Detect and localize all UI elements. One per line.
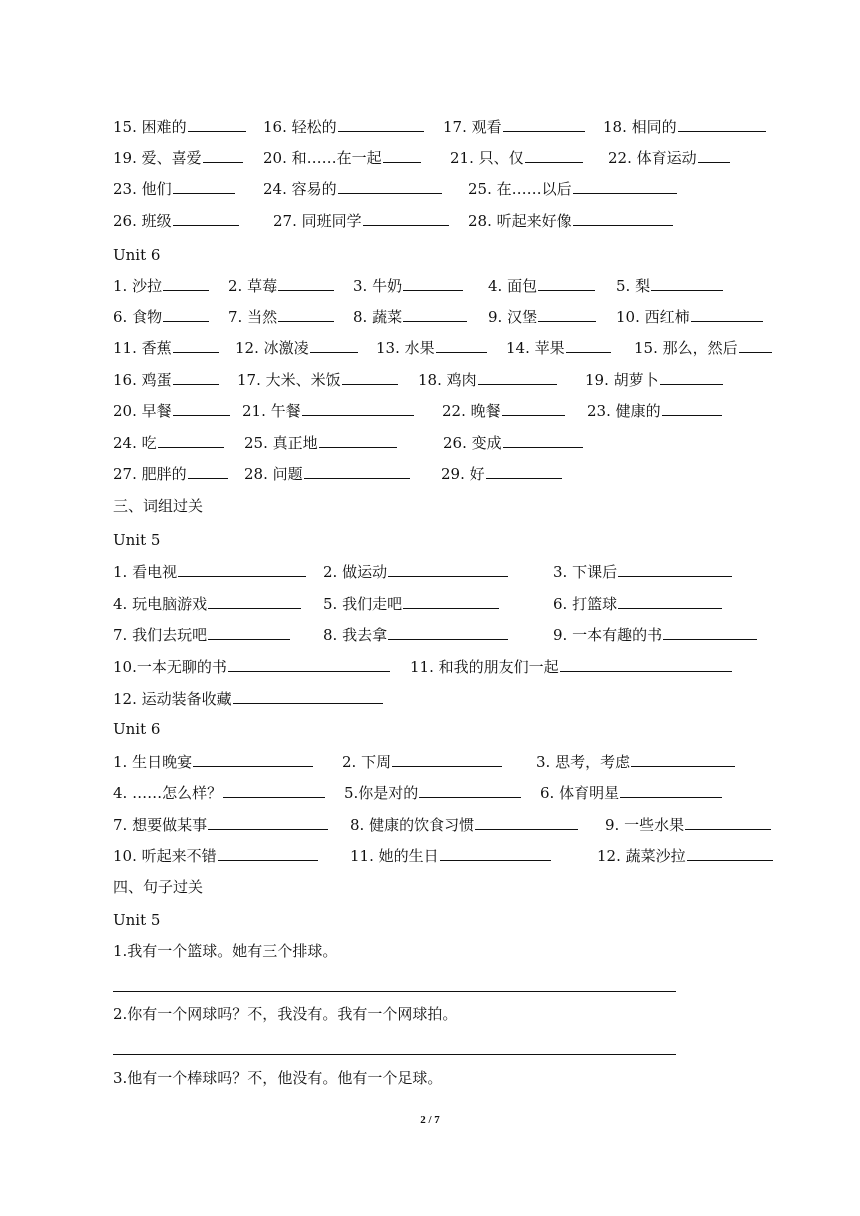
vocab-u5-label: 27. 同班同学 bbox=[273, 212, 362, 230]
phrases-u5-label: 10.一本无聊的书 bbox=[113, 658, 227, 676]
answer-blank[interactable] bbox=[573, 178, 677, 194]
vocab-u5-label: 20. 和……在一起 bbox=[263, 149, 382, 167]
vocab-u5-item bbox=[113, 178, 235, 199]
answer-blank[interactable] bbox=[228, 656, 390, 672]
phrases-u5-item bbox=[113, 656, 390, 677]
vocab-u6-item bbox=[616, 275, 723, 296]
vocab-u6-label: 4. 面包 bbox=[488, 277, 538, 295]
answer-blank[interactable] bbox=[419, 782, 521, 798]
vocab-u5-item bbox=[273, 210, 449, 231]
vocab-u6-label: 12. 冰激凌 bbox=[235, 339, 309, 357]
phrases-u5-label: 4. 玩电脑游戏 bbox=[113, 595, 208, 613]
phrases-u5-item bbox=[323, 593, 499, 614]
vocab-u5-label: 16. 轻松的 bbox=[263, 118, 337, 136]
answer-blank[interactable] bbox=[278, 275, 334, 291]
answer-blank[interactable] bbox=[338, 116, 424, 132]
answer-blank[interactable] bbox=[208, 624, 290, 640]
phrases-u6-label: 3. 思考，考虑 bbox=[536, 753, 631, 771]
answer-blank[interactable] bbox=[620, 782, 722, 798]
vocab-u6-item bbox=[585, 369, 723, 390]
answer-blank[interactable] bbox=[687, 845, 773, 861]
answer-blank[interactable] bbox=[388, 561, 508, 577]
answer-blank[interactable] bbox=[178, 561, 306, 577]
answer-blank[interactable] bbox=[678, 116, 766, 132]
phrases-u6-label: 5.你是对的 bbox=[344, 784, 419, 802]
answer-blank[interactable] bbox=[188, 463, 228, 479]
vocab-u6-label: 22. 晚餐 bbox=[442, 402, 501, 420]
answer-blank[interactable] bbox=[173, 369, 219, 385]
phrases-u5-label: 3. 下课后 bbox=[553, 563, 618, 581]
vocab-u6-item bbox=[441, 463, 562, 484]
vocab-u6-label: 21. 午餐 bbox=[242, 402, 301, 420]
answer-blank[interactable] bbox=[475, 814, 578, 830]
answer-blank[interactable] bbox=[560, 656, 732, 672]
vocab-u6-label: 13. 水果 bbox=[376, 339, 435, 357]
phrases-u6-label: 10. 听起来不错 bbox=[113, 847, 217, 865]
vocab-u6-label: 5. 梨 bbox=[616, 277, 651, 295]
vocab-u5-label: 15. 困难的 bbox=[113, 118, 187, 136]
answer-blank[interactable] bbox=[618, 561, 732, 577]
section-3-title: 三、词组过关 bbox=[113, 497, 204, 515]
phrases-u5-item bbox=[113, 624, 290, 645]
phrases-u6-label: 4. ……怎么样？ bbox=[113, 784, 223, 802]
answer-blank[interactable] bbox=[163, 275, 209, 291]
answer-blank[interactable] bbox=[663, 624, 757, 640]
phrases-u5-item bbox=[410, 656, 732, 677]
phrases-u5-item bbox=[113, 593, 301, 614]
phrases-u6-label: 1. 生日晚宴 bbox=[113, 753, 193, 771]
vocab-u6-item bbox=[634, 337, 772, 358]
vocab-u6-item bbox=[376, 337, 487, 358]
answer-blank[interactable] bbox=[218, 845, 318, 861]
answer-blank[interactable] bbox=[233, 688, 383, 704]
vocab-u5-item bbox=[113, 116, 246, 137]
vocab-u6-item bbox=[442, 400, 565, 421]
vocab-u5-item bbox=[468, 178, 677, 199]
phrases-u5-label: 6. 打篮球 bbox=[553, 595, 618, 613]
answer-blank[interactable] bbox=[388, 624, 508, 640]
vocab-u6-label: 6. 食物 bbox=[113, 308, 163, 326]
unit-5-label: Unit 5 bbox=[113, 531, 161, 549]
phrases-u5-item bbox=[323, 624, 508, 645]
vocab-u6-label: 17. 大米、米饭 bbox=[237, 371, 341, 389]
vocab-u6-label: 7. 当然 bbox=[228, 308, 278, 326]
answer-blank[interactable] bbox=[163, 306, 209, 322]
answer-blank[interactable] bbox=[440, 845, 551, 861]
answer-line-2[interactable] bbox=[113, 1054, 676, 1055]
answer-blank[interactable] bbox=[685, 814, 771, 830]
vocab-u6-label: 24. 吃 bbox=[113, 434, 157, 452]
answer-blank[interactable] bbox=[278, 306, 334, 322]
phrases-u5-item bbox=[553, 561, 732, 582]
answer-blank[interactable] bbox=[403, 306, 467, 322]
phrases-u5-label: 2. 做运动 bbox=[323, 563, 388, 581]
vocab-u6-item bbox=[244, 432, 397, 453]
phrases-u6-label: 7. 想要做某事 bbox=[113, 816, 208, 834]
vocab-u6-label: 8. 蔬菜 bbox=[353, 308, 403, 326]
vocab-u6-item bbox=[113, 369, 219, 390]
phrases-u6-item bbox=[344, 782, 521, 803]
answer-blank[interactable] bbox=[173, 210, 239, 226]
answer-blank[interactable] bbox=[691, 306, 763, 322]
vocab-u6-item bbox=[235, 337, 358, 358]
answer-blank[interactable] bbox=[739, 337, 772, 353]
answer-blank[interactable] bbox=[383, 147, 421, 163]
answer-blank[interactable] bbox=[392, 751, 502, 767]
answer-blank[interactable] bbox=[208, 814, 328, 830]
vocab-u6-item bbox=[616, 306, 763, 327]
phrases-u5-item bbox=[553, 624, 757, 645]
page-number: 2 / 7 bbox=[420, 1114, 440, 1126]
vocab-u6-item bbox=[353, 275, 463, 296]
phrases-u6-item bbox=[350, 845, 551, 866]
phrases-u6-item bbox=[113, 814, 328, 835]
answer-blank[interactable] bbox=[173, 400, 230, 416]
vocab-u6-label: 23. 健康的 bbox=[587, 402, 661, 420]
vocab-u6-label: 26. 变成 bbox=[443, 434, 502, 452]
vocab-u5-label: 18. 相同的 bbox=[603, 118, 677, 136]
answer-blank[interactable] bbox=[304, 463, 410, 479]
vocab-u5-label: 19. 爱、喜爱 bbox=[113, 149, 202, 167]
answer-blank[interactable] bbox=[538, 306, 596, 322]
vocab-u6-label: 11. 香蕉 bbox=[113, 339, 172, 357]
vocab-u6-label: 20. 早餐 bbox=[113, 402, 172, 420]
phrases-u6-item bbox=[350, 814, 578, 835]
vocab-u6-item bbox=[113, 432, 224, 453]
phrases-u6-label: 9. 一些水果 bbox=[605, 816, 685, 834]
vocab-u5-label: 24. 容易的 bbox=[263, 180, 337, 198]
vocab-u6-label: 28. 问题 bbox=[244, 465, 303, 483]
vocab-u5-item bbox=[443, 116, 585, 137]
vocab-u5-item bbox=[608, 147, 730, 168]
vocab-u5-item bbox=[603, 116, 766, 137]
vocab-u6-item bbox=[353, 306, 467, 327]
vocab-u6-label: 10. 西红柿 bbox=[616, 308, 690, 326]
vocab-u6-item bbox=[228, 306, 334, 327]
vocab-u6-label: 15. 那么，然后 bbox=[634, 339, 738, 357]
vocab-u6-label: 29. 好 bbox=[441, 465, 485, 483]
answer-blank[interactable] bbox=[223, 782, 325, 798]
vocab-u5-label: 21. 只、仅 bbox=[450, 149, 524, 167]
answer-blank[interactable] bbox=[436, 337, 487, 353]
phrases-u5-item bbox=[113, 561, 306, 582]
answer-blank[interactable] bbox=[502, 400, 565, 416]
answer-blank[interactable] bbox=[208, 593, 301, 609]
answer-blank[interactable] bbox=[503, 432, 583, 448]
phrases-u5-label: 7. 我们去玩吧 bbox=[113, 626, 208, 644]
answer-blank[interactable] bbox=[319, 432, 397, 448]
vocab-u6-label: 27. 肥胖的 bbox=[113, 465, 187, 483]
vocab-u6-item bbox=[244, 463, 410, 484]
unit-6-phrases-label: Unit 6 bbox=[113, 720, 161, 738]
vocab-u6-label: 18. 鸡肉 bbox=[418, 371, 477, 389]
vocab-u5-item bbox=[263, 178, 442, 199]
phrases-u6-label: 12. 蔬菜沙拉 bbox=[597, 847, 686, 865]
answer-blank[interactable] bbox=[363, 210, 449, 226]
answer-blank[interactable] bbox=[173, 178, 235, 194]
vocab-u5-item bbox=[263, 147, 421, 168]
answer-blank[interactable] bbox=[403, 275, 463, 291]
answer-blank[interactable] bbox=[310, 337, 358, 353]
answer-blank[interactable] bbox=[188, 116, 246, 132]
vocab-u6-item bbox=[237, 369, 398, 390]
answer-blank[interactable] bbox=[651, 275, 723, 291]
answer-blank[interactable] bbox=[698, 147, 730, 163]
vocab-u5-label: 23. 他们 bbox=[113, 180, 172, 198]
vocab-u6-item bbox=[587, 400, 722, 421]
section-4-title: 四、句子过关 bbox=[113, 878, 204, 896]
vocab-u6-item bbox=[242, 400, 414, 421]
vocab-u6-label: 3. 牛奶 bbox=[353, 277, 403, 295]
answer-blank[interactable] bbox=[566, 337, 611, 353]
vocab-u6-item bbox=[113, 306, 209, 327]
vocab-u6-item bbox=[113, 337, 219, 358]
vocab-u5-item bbox=[263, 116, 424, 137]
answer-blank[interactable] bbox=[158, 432, 224, 448]
vocab-u6-label: 16. 鸡蛋 bbox=[113, 371, 172, 389]
vocab-u6-label: 14. 苹果 bbox=[506, 339, 565, 357]
vocab-u5-label: 25. 在……以后 bbox=[468, 180, 572, 198]
phrases-u6-item bbox=[113, 751, 313, 772]
vocab-u6-item bbox=[113, 275, 209, 296]
phrases-u6-item bbox=[342, 751, 502, 772]
sentence-1: 1.我有一个篮球。她有三个排球。 bbox=[113, 942, 338, 960]
phrases-u6-item bbox=[597, 845, 773, 866]
answer-blank[interactable] bbox=[503, 116, 585, 132]
phrases-u6-item bbox=[536, 751, 735, 772]
answer-line-1[interactable] bbox=[113, 991, 676, 992]
phrases-u5-item bbox=[553, 593, 722, 614]
vocab-u6-item bbox=[488, 306, 596, 327]
phrases-u6-item bbox=[113, 845, 318, 866]
answer-blank[interactable] bbox=[486, 463, 562, 479]
vocab-u5-item bbox=[468, 210, 673, 231]
phrases-u6-item bbox=[113, 782, 325, 803]
phrases-u6-item bbox=[540, 782, 722, 803]
vocab-u6-item bbox=[113, 400, 230, 421]
answer-blank[interactable] bbox=[573, 210, 673, 226]
phrases-u5-label: 12. 运动装备收藏 bbox=[113, 690, 232, 708]
vocab-u5-label: 26. 班级 bbox=[113, 212, 172, 230]
phrases-u6-label: 2. 下周 bbox=[342, 753, 392, 771]
unit-6-label: Unit 6 bbox=[113, 246, 161, 264]
answer-blank[interactable] bbox=[478, 369, 557, 385]
phrases-u6-label: 6. 体育明星 bbox=[540, 784, 620, 802]
vocab-u6-item bbox=[506, 337, 611, 358]
answer-blank[interactable] bbox=[631, 751, 735, 767]
vocab-u6-label: 9. 汉堡 bbox=[488, 308, 538, 326]
phrases-u6-item bbox=[605, 814, 771, 835]
phrases-u5-label: 8. 我去拿 bbox=[323, 626, 388, 644]
vocab-u6-label: 19. 胡萝卜 bbox=[585, 371, 659, 389]
vocab-u5-item bbox=[450, 147, 583, 168]
answer-blank[interactable] bbox=[173, 337, 219, 353]
vocab-u5-label: 28. 听起来好像 bbox=[468, 212, 572, 230]
phrases-u6-label: 8. 健康的饮食习惯 bbox=[350, 816, 475, 834]
unit-5-sentences-label: Unit 5 bbox=[113, 911, 161, 929]
vocab-u6-item bbox=[488, 275, 595, 296]
answer-blank[interactable] bbox=[618, 593, 722, 609]
sentence-3: 3.他有一个棒球吗？不，他没有。他有一个足球。 bbox=[113, 1069, 443, 1087]
vocab-u6-item bbox=[443, 432, 583, 453]
vocab-u5-item bbox=[113, 147, 243, 168]
sentence-2: 2.你有一个网球吗？不，我没有。我有一个网球拍。 bbox=[113, 1005, 458, 1023]
answer-blank[interactable] bbox=[193, 751, 313, 767]
answer-blank[interactable] bbox=[525, 147, 583, 163]
answer-blank[interactable] bbox=[203, 147, 243, 163]
vocab-u5-item bbox=[113, 210, 239, 231]
vocab-u6-label: 1. 沙拉 bbox=[113, 277, 163, 295]
vocab-u5-label: 17. 观看 bbox=[443, 118, 502, 136]
answer-blank[interactable] bbox=[342, 369, 398, 385]
vocab-u6-item bbox=[418, 369, 557, 390]
vocab-u6-label: 2. 草莓 bbox=[228, 277, 278, 295]
vocab-u5-label: 22. 体育运动 bbox=[608, 149, 697, 167]
phrases-u5-label: 11. 和我的朋友们一起 bbox=[410, 658, 559, 676]
answer-blank[interactable] bbox=[662, 400, 722, 416]
answer-blank[interactable] bbox=[302, 400, 414, 416]
phrases-u5-item bbox=[323, 561, 508, 582]
vocab-u6-label: 25. 真正地 bbox=[244, 434, 318, 452]
answer-blank[interactable] bbox=[403, 593, 499, 609]
answer-blank[interactable] bbox=[538, 275, 595, 291]
phrases-u5-label: 5. 我们走吧 bbox=[323, 595, 403, 613]
phrases-u6-label: 11. 她的生日 bbox=[350, 847, 439, 865]
phrases-u5-label: 9. 一本有趣的书 bbox=[553, 626, 663, 644]
phrases-u5-item bbox=[113, 688, 383, 709]
vocab-u6-item bbox=[113, 463, 228, 484]
vocab-u6-item bbox=[228, 275, 334, 296]
phrases-u5-label: 1. 看电视 bbox=[113, 563, 178, 581]
answer-blank[interactable] bbox=[338, 178, 442, 194]
answer-blank[interactable] bbox=[660, 369, 723, 385]
